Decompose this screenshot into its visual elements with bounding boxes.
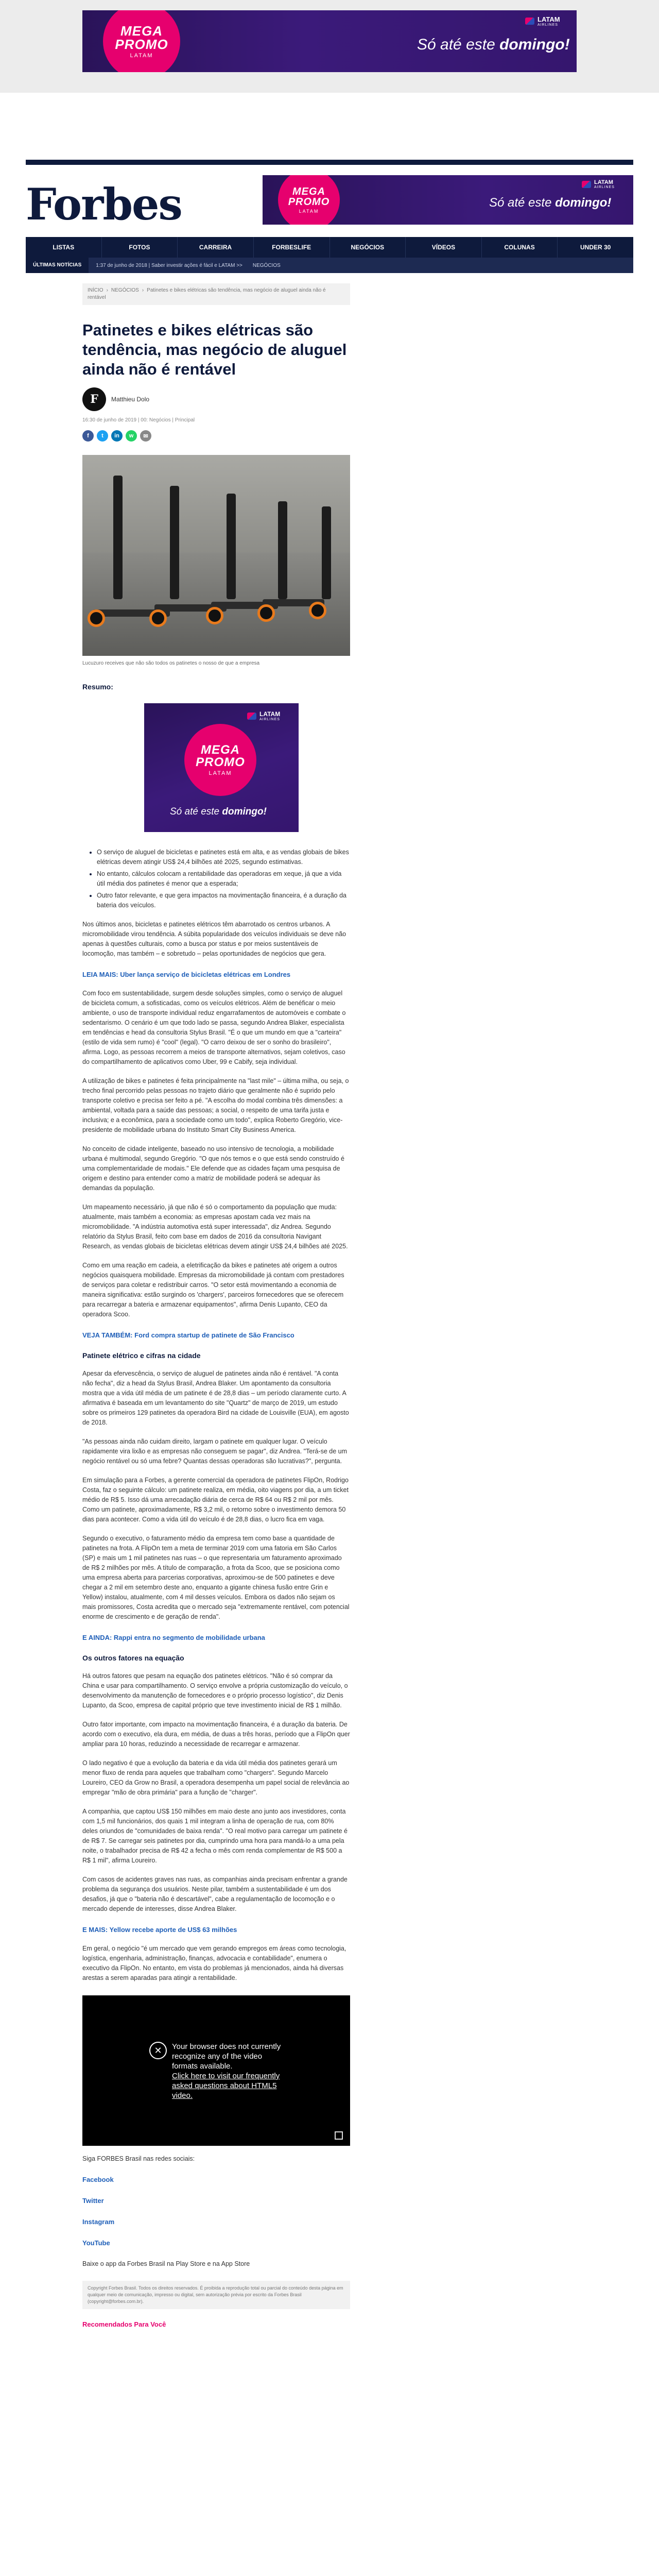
- scooter-wheel: [206, 607, 223, 624]
- mega-promo-badge: MEGA PROMO LATAM: [278, 175, 340, 225]
- facebook-share-icon[interactable]: f: [82, 430, 94, 442]
- article-body: [82, 920, 350, 1983]
- scooter-stem: [170, 486, 179, 599]
- social-link-twitter[interactable]: Twitter: [82, 2197, 104, 2205]
- social-link-youtube[interactable]: YouTube: [82, 2239, 110, 2247]
- social-intro: Siga FORBES Brasil nas redes sociais:: [82, 2155, 195, 2162]
- related-link[interactable]: [82, 1633, 350, 1642]
- breadcrumb: INÍCIO › NEGÓCIOS › Patinetes e bikes elétricas são tendência, mas negócio de aluguel ainda não é rentável: [82, 283, 350, 305]
- article-paragraph: Como em uma reação em cadeia, a eletrificação da bikes e patinetes até origem a outros negócios quaisquera mobilidade. Empresas da micromobilidade já contam com prestadores de serviços para coletar e redistribuir carros. "O setor está movimentando a economia de maneira significativa: estão surgindo os 'chargers', parceiros fornecedores que se oferecem para recarregar a bateria e armazenar equipamentos", afirma Denis Lupanto, CEO da operadora Scoo.: [82, 1262, 344, 1318]
- summary-list: [82, 848, 350, 910]
- nav-item-under-30[interactable]: UNDER 30: [580, 244, 611, 251]
- main-nav: [26, 237, 633, 258]
- article-paragraph: "As pessoas ainda não cuidam direito, largam o patinete em qualquer lugar. O veículo rapidamente vira lixão e as empresas não conseguem se pagar", diz Andrea. "Terá-se de um negócio rentável ou só uma febre? Quantas dessas operadoras são lucrativas?", pergunta.: [82, 1438, 348, 1465]
- ad-slogan: Só até este domingo!: [489, 196, 612, 210]
- scooter-stem: [227, 494, 236, 599]
- nav-item-carreira[interactable]: CARREIRA: [178, 237, 254, 258]
- brand-row: [26, 165, 633, 232]
- article-paragraph: O lado negativo é que a evolução da bateria e da vida útil média dos patinetes gerará um menor fluxo de renda para aqueles que trabalham como "chargers". Segundo Marcelo Loureiro, CEO da Grow no Brasil, a operadora desempenha um papel social de relevância ao empregar "mão de obra primária" para a função de "charger".: [82, 1759, 350, 1796]
- article-paragraph: No conceito de cidade inteligente, baseado no uso intensivo de tecnologia, a mobilidade urbana é multimodal, segundo Gregório. "O que nós temos e o que está sendo construído é uma complementaridade de modais." Ele defende que as cidades façam uma pesquisa de origem e destino para entender como a matriz de mobilidade poderá se adequar às demandas da população.: [82, 1145, 344, 1192]
- article-paragraph: Com casos de acidentes graves nas ruas, as companhias ainda precisam enfrentar a grande problema da segurança dos usuários. Neste pilar, também a sustentabilidade é um dos desafios, já que o "bateria não é descartável", cabe a regulamentação de locomoção e o mercado depende de interesses, disse Andrea Blaker.: [82, 1876, 348, 1912]
- article-paragraph: Há outros fatores que pesam na equação dos patinetes elétricos. "Não é só comprar da China e usar para compartilhamento. O serviço envolve a própria customização do veículo, o desenvolvimento da manutenção de fornecedores e o próprio processo logístico", diz Denis Lupanto, da Scoo, empresa de capital próprio que teve investimento inicial de R$ 1 milhão.: [82, 1672, 348, 1709]
- ticker-item[interactable]: 1:37 de junho de 2018 | Saber investir ações é fácil e LATAM >>: [96, 262, 242, 268]
- header-top-bar: [26, 160, 633, 165]
- article-paragraph: Um mapeamento necessário, já que não é só o comportamento da população que muda: atualmente, mais também a economia: as empresas apostam cada vez mais na micromobilidade. "A indústria automotiva está super interessada", diz Andrea. Segundo relatório da Stylus Brasil, feito com base em dados de 2016 da consultoria Navigant Research, as vendas globais de bicicletas elétricas devem atingir US$ 24,4 bilhões até 2025.: [82, 1204, 348, 1250]
- video-player[interactable]: [82, 1995, 350, 2146]
- ad-slogan: Só até este domingo!: [170, 806, 267, 817]
- summary-heading: Resumo:: [82, 683, 113, 691]
- article-title: Patinetes e bikes elétricas são tendência, mas negócio de aluguel ainda não é rentável: [82, 321, 347, 378]
- whatsapp-share-icon[interactable]: w: [126, 430, 137, 442]
- latam-mark-icon: [582, 181, 591, 188]
- summary-item: • O serviço de aluguel de bicicletas e patinetes está em alta, e as vendas globais de bikes elétricas devem atingir US$ 24,4 bilhões até 2025, segundo estimativas.: [97, 848, 350, 867]
- author-avatar[interactable]: F: [82, 387, 106, 411]
- related-link-text[interactable]: Rappi entra no segmento de mobilidade urbana: [113, 1634, 265, 1641]
- latam-logo: LATAM AIRLINES: [525, 15, 560, 27]
- app-download-text[interactable]: Baixe o app da Forbes Brasil na Play Store e na App Store: [82, 2260, 250, 2267]
- latam-logo: LATAM AIRLINES: [582, 179, 615, 189]
- article-paragraph: Outro fator importante, com impacto na movimentação financeira, é a duração da bateria. De acordo com o executivo, ela dura, em média, de duas a três horas, período que a FlipOn quer ampliar para 10 horas, reduzindo a necessidade de recarregar e armazenar.: [82, 1721, 350, 1748]
- header-banner-ad[interactable]: [263, 175, 633, 225]
- social-link-instagram[interactable]: Instagram: [82, 2218, 115, 2226]
- related-link-label: VEJA TAMBÉM:: [82, 1331, 133, 1339]
- article: [82, 283, 350, 2328]
- social-section: [82, 2155, 350, 2267]
- scooter-stem: [113, 476, 123, 599]
- nav-item-negocios[interactable]: NEGÓCIOS: [330, 237, 406, 258]
- copyright-note: Copyright Forbes Brasil. Todos os direitos reservados. É proibida a reprodução total ou parcial do conteúdo desta página em qualquer meio de comunicação, impresso ou digital, sem autorização prévia por escrito da Forbes Brasil (copyright@forbes.com.br).: [82, 2281, 350, 2309]
- nav-item-videos[interactable]: VÍDEOS: [406, 237, 482, 258]
- breadcrumb-section[interactable]: NEGÓCIOS: [111, 287, 139, 293]
- video-faq-link[interactable]: Click here to visit our frequently asked questions about HTML5 video.: [172, 2072, 280, 2100]
- scooter-wheel: [309, 602, 326, 619]
- nav-item-fotos[interactable]: FOTOS: [102, 237, 178, 258]
- mega-promo-badge: MEGA PROMO LATAM: [184, 724, 256, 796]
- author-name[interactable]: Matthieu Dolo: [111, 396, 150, 403]
- latam-mark-icon: [525, 18, 534, 25]
- top-banner-ad[interactable]: [82, 10, 577, 72]
- video-error-message: ✕ Your browser does not currently recognize any of the video formats available. Click here to visit our frequently asked questions about HTML5 video.: [149, 2042, 288, 2100]
- inline-ad[interactable]: [144, 703, 299, 832]
- hero-background: [82, 455, 350, 553]
- article-paragraph: A companhia, que captou US$ 150 milhões em maio deste ano junto aos investidores, conta com 1,5 mil funcionários, dos quais 1 mil integram a linha de operação de rua, com 80% deles oriundos de "comunidades de baixa renda". "O real motivo para carregar um patinete é de R$ 7. Se carregar seis patinetes por dia, cumprindo uma hora para mandá-lo a uma pela noite, o trabalhador precisa de R$ 42 a fecha o mês com renda complementar de R$ 500 a R$ 1 mil", afirma Loureiro.: [82, 1808, 348, 1864]
- hero-image: [82, 455, 350, 656]
- related-link-text[interactable]: Ford compra startup de patinete de São Francisco: [134, 1331, 294, 1339]
- scooter-wheel: [149, 609, 167, 627]
- article-paragraph: Nos últimos anos, bicicletas e patinetes elétricos têm abarrotado os centros urbanos. A micromobilidade virou tendência. A súbita popularidade dos veículos individuais se deve não apenas à questões culturais, como a busca por status e por meios sustentáveis de locomoção, mas também – e sobretudo – pelas oportunidades de negócios que gera.: [82, 921, 346, 957]
- article-paragraph: Com foco em sustentabilidade, surgem desde soluções simples, como o serviço de aluguel de bicicleta comum, a sofisticadas, como os veículos elétricos. Além de benéficar o meio ambiente, o uso de transporte individual reduz engarrafamentos de automóveis e combate o sedentarismo. O cenário é um que todo lado se passa, segundo Andrea Blaker, especialista em tendências e head da consultoria Stylus Brasil. "É o que um mundo em que a "carteira" (estilo de vida sem rumo) é "cool" (legal). "O carro deixou de ser o sonho do brasileiro", afirma. Logo, as pessoas recorrem a meios de transporte alternativos, sejam coletivos, caso do compartilhamento de aplicativos como Uber, 99 e Cabify, seja individual.: [82, 990, 346, 1065]
- article-paragraph: Apesar da efervescência, o serviço de aluguel de patinetes ainda não é rentável. "A conta não fecha", diz a head da Stylus Brasil, Andrea Blaker. Um apontamento da consultoria mostra que a vida útil média de um patinete é de 28,8 dias – um período claramente curto. A afirmativa é baseada em um levantamento do site "Quartz" de março de 2019, um estudo sobre os primeiros 129 patinetes da operadora Bird na cidade de Louisville (EUA), em agosto de 2018.: [82, 1370, 349, 1426]
- linkedin-share-icon[interactable]: in: [111, 430, 123, 442]
- publish-date: 16:30 de junho de 2019 | 00: Negócios | Principal: [82, 417, 195, 423]
- latam-mark-icon: [247, 713, 256, 720]
- share-buttons: [82, 430, 350, 442]
- mega-promo-badge: MEGA PROMO LATAM: [103, 10, 180, 72]
- breadcrumb-home[interactable]: INÍCIO: [88, 287, 103, 293]
- nav-item-listas[interactable]: LISTAS: [26, 237, 102, 258]
- section-heading: Os outros fatores na equação: [82, 1654, 184, 1662]
- latam-logo: LATAM AIRLINES: [247, 710, 280, 721]
- email-share-icon[interactable]: ✉: [140, 430, 151, 442]
- social-link-facebook[interactable]: Facebook: [82, 2176, 114, 2183]
- error-x-icon: ✕: [149, 2042, 167, 2059]
- article-paragraph: Em geral, o negócio "é um mercado que vem gerando empregos em áreas como tecnologia, logística, engenharia, administração, finanças, advocacia e contabilidade", enumera o executivo da FlipOn. No entanto, em vista do problemas já mencionados, ainda há diversas arestas a serem aparadas para atingir a rentabilidade.: [82, 1945, 346, 1981]
- summary-item: • Outro fator relevante, e que gera impactos na movimentação financeira, é a duração da bateria dos veículos.: [97, 891, 350, 910]
- scooter-wheel: [257, 604, 275, 622]
- related-link[interactable]: [82, 1925, 350, 1935]
- nav-item-colunas[interactable]: COLUNAS: [482, 237, 558, 258]
- recommended-heading: Recomendados Para Você: [82, 2320, 166, 2328]
- nav-item-forbeslife[interactable]: FORBESLIFE: [254, 237, 330, 258]
- image-caption: Lucuzuro receives que não são todos os patinetes o nosso de que a empresa: [82, 660, 260, 666]
- latest-news-label: ÚLTIMAS NOTÍCIAS: [26, 258, 89, 273]
- scooter-stem: [322, 506, 331, 599]
- top-ad-container: [0, 0, 659, 93]
- ad-slogan: Só até este domingo!: [417, 36, 570, 53]
- scooter-stem: [278, 501, 287, 599]
- related-link-label: E MAIS:: [82, 1926, 108, 1934]
- twitter-share-icon[interactable]: t: [97, 430, 108, 442]
- related-link[interactable]: [82, 1331, 350, 1340]
- forbes-logo[interactable]: Forbes: [26, 179, 182, 230]
- article-paragraph: A utilização de bikes e patinetes é feita principalmente na "last mile" – última milha, ou seja, o trecho final percorrido pelas pessoas no trajeto diário que geralmente não é suprido pelo transporte coletivo e precisa ser feito a pé. "A escolha do modal combina três dimensões: a ambiental, voltada para a saúde das pessoas; a social, o respeito de uma tarifa justa e inclusiva; e a econômica, para a sociedade como um todo", explica Roberto Gregório, vice-presidente de mobilidade urbana do Instituto Smart City Business America.: [82, 1077, 349, 1133]
- related-link-text[interactable]: Yellow recebe aporte de US$ 63 milhões: [109, 1926, 237, 1934]
- ticker-item[interactable]: NEGÓCIOS: [252, 262, 281, 268]
- section-heading: Patinete elétrico e cifras na cidade: [82, 1351, 201, 1360]
- scooter-wheel: [88, 609, 105, 627]
- related-link-label: E AINDA:: [82, 1634, 112, 1641]
- related-link[interactable]: [82, 970, 350, 979]
- breadcrumb-current: Patinetes e bikes elétricas são tendência, mas negócio de aluguel ainda não é rentável: [88, 287, 326, 300]
- summary-item: • No entanto, cálculos colocam a rentabilidade das operadoras em xeque, já que a vida útil média dos patinetes é menor que a esperada;: [97, 869, 350, 889]
- news-ticker: [89, 263, 281, 268]
- article-paragraph: Em simulação para a Forbes, a gerente comercial da operadora de patinetes FlipOn, Rodrigo Costa, faz o seguinte cálculo: um patinete realiza, em média, oito viagens por dia, a um ticket médio de R$ 5. Isso dá uma arrecadação diária de cerca de R$ 64 ou R$ 2 mil por mês. Como um patinete, aproximadamente, R$ 3,2 mil, o retorno sobre o investimento demora 50 dias para acontecer. Como a vida útil do veículo é de 28,8 dias, o lucro fica em vaga.: [82, 1477, 349, 1523]
- related-link-label: LEIA MAIS:: [82, 971, 118, 978]
- fullscreen-icon[interactable]: [335, 2131, 343, 2140]
- article-paragraph: Segundo o executivo, o faturamento médio da empresa tem como base a quantidade de patinetes na frota. A FlipOn tem a meta de terminar 2019 com uma fatoria em São Carlos (SP) e mais um 1 mil patinetes nas ruas – o que representaria um faturamento aproximado de R$ 2 milhões por mês. A título de comparação, a frota da Scoo, que se posiciona como uma empresa aberta para parcerias corporativas, aproximou-se de 500 patinetes e deve chegar a 2 mil em setembro deste ano, enquanto a gigante chinesa fusão entre Grin e Yellow) instalou, atualmente, com 4 mil desses veículos. Embora os dados não sejam os mais promissores, Costa acredita que o mercado seja "extremamente rentável, com potencial enorme de crescimento e de geração de renda".: [82, 1535, 350, 1620]
- latest-news-bar: [26, 258, 633, 273]
- author-block: [82, 387, 350, 411]
- related-link-text[interactable]: Uber lança serviço de bicicletas elétricas em Londres: [120, 971, 291, 978]
